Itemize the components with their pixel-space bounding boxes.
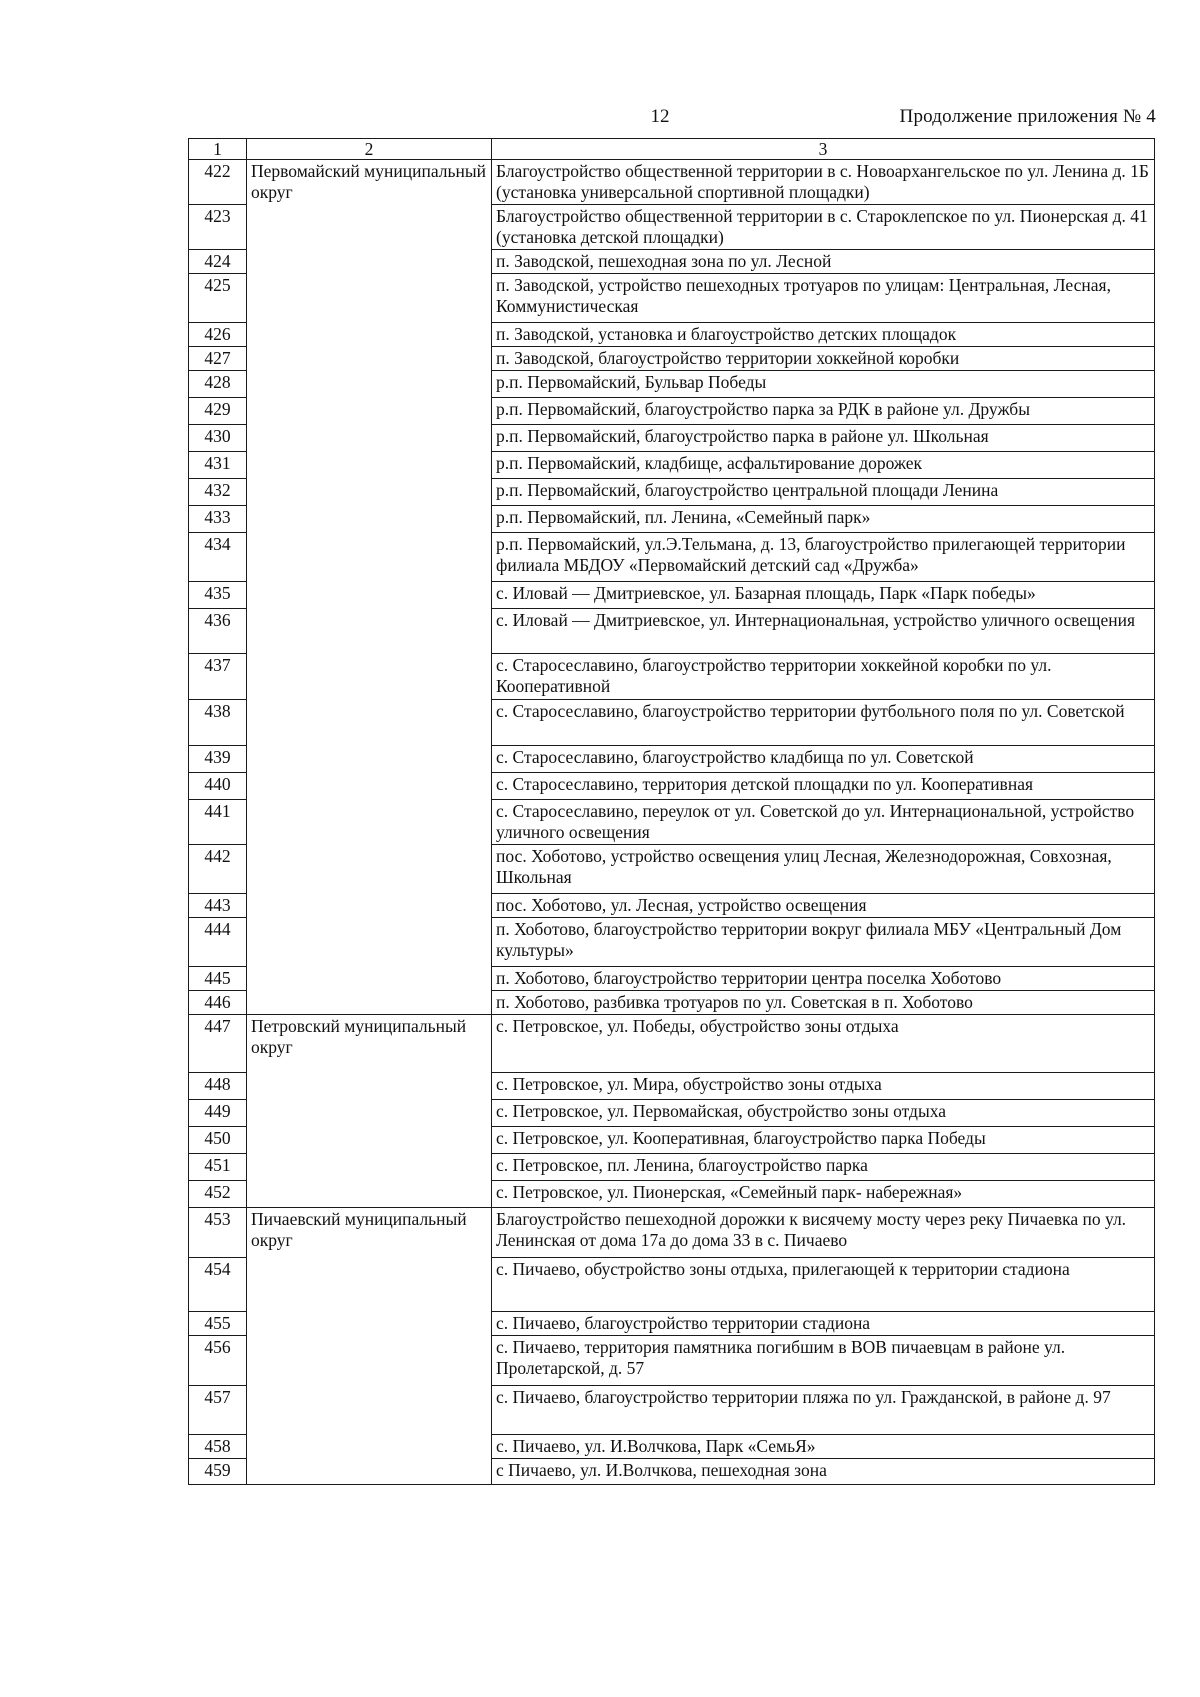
territory-description: р.п. Первомайский, пл. Ленина, «Семейный парк»	[492, 506, 1155, 533]
row-number: 457	[189, 1386, 247, 1435]
territory-description: с. Старосеславино, благоустройство кладбища по ул. Советской	[492, 746, 1155, 773]
row-number: 427	[189, 347, 247, 371]
territory-description: р.п. Первомайский, благоустройство парка в районе ул. Школьная	[492, 425, 1155, 452]
column-header-1: 1	[189, 139, 247, 160]
page-number: 12	[650, 106, 670, 127]
column-header-2: 2	[247, 139, 492, 160]
row-number: 453	[189, 1208, 247, 1258]
territory-description: с. Петровское, ул. Первомайская, обустройство зоны отдыха	[492, 1100, 1155, 1127]
territory-description: с. Пичаево, территория памятника погибшим в ВОВ пичаевцам в районе ул. Пролетарской, д. 57	[492, 1336, 1155, 1386]
territory-description: с. Иловай — Дмитриевское, ул. Базарная площадь, Парк «Парк победы»	[492, 582, 1155, 609]
row-number: 429	[189, 398, 247, 425]
row-number: 425	[189, 274, 247, 323]
row-number: 430	[189, 425, 247, 452]
appendix-continuation-label: Продолжение приложения № 4	[899, 106, 1156, 127]
row-number: 422	[189, 160, 247, 205]
row-number: 431	[189, 452, 247, 479]
row-number: 451	[189, 1154, 247, 1181]
table-row	[189, 1015, 1155, 1073]
row-number: 458	[189, 1435, 247, 1459]
row-number: 424	[189, 250, 247, 274]
territory-description: с. Петровское, пл. Ленина, благоустройство парка	[492, 1154, 1155, 1181]
territory-description: с. Петровское, ул. Мира, обустройство зоны отдыха	[492, 1073, 1155, 1100]
territory-description: с. Пичаево, ул. И.Волчкова, Парк «СемьЯ»	[492, 1435, 1155, 1459]
row-number: 426	[189, 323, 247, 347]
table-row	[189, 160, 1155, 205]
territory-description: с. Иловай — Дмитриевское, ул. Интернациональная, устройство уличного освещения	[492, 609, 1155, 654]
territory-description: с. Старосеславино, благоустройство территории футбольного поля по ул. Советской	[492, 700, 1155, 746]
territory-description: с. Петровское, ул. Кооперативная, благоустройство парка Победы	[492, 1127, 1155, 1154]
row-number: 449	[189, 1100, 247, 1127]
row-number: 450	[189, 1127, 247, 1154]
territory-description: п. Заводской, пешеходная зона по ул. Лесной	[492, 250, 1155, 274]
territory-description: с. Пичаево, благоустройство территории пляжа по ул. Гражданской, в районе д. 97	[492, 1386, 1155, 1435]
territory-description: с. Пичаево, обустройство зоны отдыха, прилегающей к территории стадиона	[492, 1258, 1155, 1312]
territory-description: п. Заводской, благоустройство территории хоккейной коробки	[492, 347, 1155, 371]
district-name: Петровский муниципальный округ	[247, 1015, 492, 1208]
column-number-row	[189, 139, 1155, 160]
row-number: 448	[189, 1073, 247, 1100]
territory-description: с. Старосеславино, переулок от ул. Советской до ул. Интернациональной, устройство уличного освещения	[492, 800, 1155, 845]
territory-registry-table	[188, 138, 1155, 1485]
row-number: 434	[189, 533, 247, 582]
territory-description: р.п. Первомайский, благоустройство парка за РДК в районе ул. Дружбы	[492, 398, 1155, 425]
territory-description: с Пичаево, ул. И.Волчкова, пешеходная зона	[492, 1459, 1155, 1485]
row-number: 447	[189, 1015, 247, 1073]
column-header-3: 3	[492, 139, 1155, 160]
territory-description: п. Заводской, устройство пешеходных тротуаров по улицам: Центральная, Лесная, Коммунистическая	[492, 274, 1155, 323]
territory-description: р.п. Первомайский, Бульвар Победы	[492, 371, 1155, 398]
table-row	[189, 1208, 1155, 1258]
territory-description: Благоустройство пешеходной дорожки к висячему мосту через реку Пичаевка по ул. Ленинская от дома 17а до дома 33 в с. Пичаево	[492, 1208, 1155, 1258]
territory-description: р.п. Первомайский, ул.Э.Тельмана, д. 13, благоустройство прилегающей территории филиала МБДОУ «Первомайский детский сад «Дружба»	[492, 533, 1155, 582]
row-number: 446	[189, 991, 247, 1015]
row-number: 436	[189, 609, 247, 654]
territory-description: п. Хоботово, разбивка тротуаров по ул. Советская в п. Хоботово	[492, 991, 1155, 1015]
row-number: 432	[189, 479, 247, 506]
territory-description: р.п. Первомайский, благоустройство центральной площади Ленина	[492, 479, 1155, 506]
row-number: 439	[189, 746, 247, 773]
territory-description: п. Хоботово, благоустройство территории центра поселка Хоботово	[492, 967, 1155, 991]
row-number: 433	[189, 506, 247, 533]
row-number: 456	[189, 1336, 247, 1386]
row-number: 444	[189, 918, 247, 967]
row-number: 435	[189, 582, 247, 609]
district-name: Первомайский муниципальный округ	[247, 160, 492, 1015]
territory-description: р.п. Первомайский, кладбище, асфальтирование дорожек	[492, 452, 1155, 479]
territory-description: с. Петровское, ул. Пионерская, «Семейный парк- набережная»	[492, 1181, 1155, 1208]
registry-body	[189, 160, 1155, 1485]
row-number: 440	[189, 773, 247, 800]
row-number: 455	[189, 1312, 247, 1336]
territory-description: Благоустройство общественной территории в с. Староклепское по ул. Пионерская д. 41 (установка детской площадки)	[492, 205, 1155, 250]
row-number: 438	[189, 700, 247, 746]
row-number: 443	[189, 894, 247, 918]
row-number: 423	[189, 205, 247, 250]
row-number: 452	[189, 1181, 247, 1208]
row-number: 441	[189, 800, 247, 845]
district-name: Пичаевский муниципальный округ	[247, 1208, 492, 1485]
row-number: 442	[189, 845, 247, 894]
row-number: 445	[189, 967, 247, 991]
territory-description: пос. Хоботово, устройство освещения улиц Лесная, Железнодорожная, Совхозная, Школьная	[492, 845, 1155, 894]
territory-description: с. Петровское, ул. Победы, обустройство зоны отдыха	[492, 1015, 1155, 1073]
territory-description: пос. Хоботово, ул. Лесная, устройство освещения	[492, 894, 1155, 918]
row-number: 437	[189, 654, 247, 700]
row-number: 428	[189, 371, 247, 398]
territory-description: п. Заводской, установка и благоустройство детских площадок	[492, 323, 1155, 347]
row-number: 459	[189, 1459, 247, 1485]
territory-description: Благоустройство общественной территории в с. Новоархангельское по ул. Ленина д. 1Б (установка универсальной спортивной площадки)	[492, 160, 1155, 205]
row-number: 454	[189, 1258, 247, 1312]
territory-description: с. Старосеславино, территория детской площадки по ул. Кооперативная	[492, 773, 1155, 800]
territory-description: с. Старосеславино, благоустройство территории хоккейной коробки по ул. Кооперативной	[492, 654, 1155, 700]
territory-description: с. Пичаево, благоустройство территории стадиона	[492, 1312, 1155, 1336]
territory-description: п. Хоботово, благоустройство территории вокруг филиала МБУ «Центральный Дом культуры»	[492, 918, 1155, 967]
